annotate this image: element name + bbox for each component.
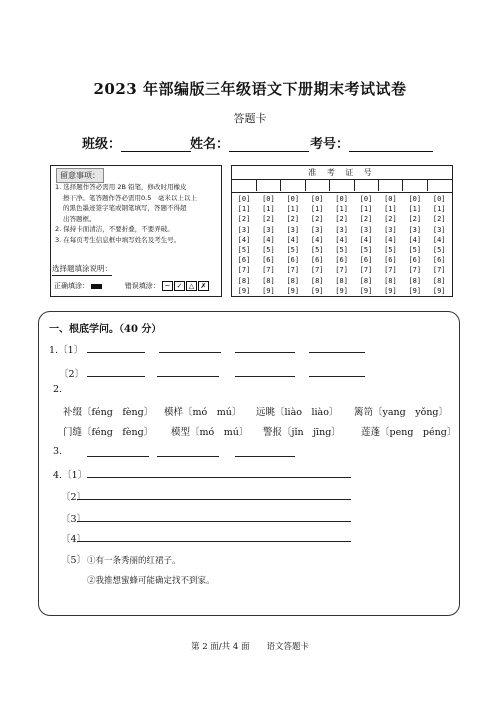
sentence-1: ①有一条秀丽的红裙子。 <box>87 556 181 566</box>
digit-bubble[interactable]: [9] <box>310 286 324 295</box>
pinyin-item: 模样〔mó mú〕 <box>164 407 242 418</box>
digit-bubble[interactable]: [2] <box>335 215 348 224</box>
digit-bubble[interactable]: [7] <box>286 266 300 275</box>
pinyin-item: 远眺〔liào liào〕 <box>256 407 339 418</box>
digit-bubble[interactable]: [8] <box>359 276 373 285</box>
answer-line[interactable] <box>159 352 221 353</box>
wrong-mark-icon: △ <box>186 281 197 291</box>
exam-number-column <box>330 194 354 296</box>
digit-bubble[interactable]: [4] <box>262 235 275 244</box>
digit-bubble[interactable]: [1] <box>262 205 275 214</box>
digit-bubble[interactable]: [0] <box>384 195 397 203</box>
digit-bubble[interactable]: [5] <box>237 246 251 255</box>
digit-bubble[interactable]: [5] <box>359 246 373 255</box>
digit-bubble[interactable]: [0] <box>262 195 275 203</box>
digit-bubble[interactable]: [4] <box>384 235 397 244</box>
digit-bubble[interactable]: [2] <box>408 215 422 224</box>
digit-bubble[interactable]: [9] <box>286 286 300 295</box>
digit-bubble[interactable]: [0] <box>286 195 300 203</box>
digit-bubble[interactable]: [1] <box>335 205 348 214</box>
class-line[interactable] <box>121 137 191 152</box>
fill-example-row <box>54 281 210 291</box>
digit-bubble[interactable]: [7] <box>384 266 397 275</box>
exam-number-write-box[interactable] <box>427 180 451 191</box>
answer-line[interactable] <box>309 352 365 353</box>
digit-bubble[interactable]: [6] <box>408 256 422 265</box>
correct-label: 正确填涂： <box>54 282 89 290</box>
pinyin-item: 门缝〔féng fèng〕 <box>63 427 154 438</box>
digit-bubble[interactable]: [6] <box>359 256 373 265</box>
exam-number-column <box>378 194 402 296</box>
digit-bubble[interactable]: [5] <box>262 246 275 255</box>
exam-number-column <box>427 194 451 296</box>
answer-box <box>38 311 460 616</box>
digit-bubble[interactable]: [8] <box>408 276 422 285</box>
digit-bubble[interactable]: [0] <box>335 195 348 203</box>
pinyin-item: 补缀〔féng fèng〕 <box>63 407 154 418</box>
answer-line[interactable] <box>235 456 295 457</box>
digit-bubble[interactable]: [3] <box>310 225 324 234</box>
digit-bubble[interactable]: [9] <box>384 286 397 295</box>
exam-number-write-box[interactable] <box>305 180 330 191</box>
answer-line[interactable] <box>309 376 365 377</box>
note-item: 2. 保持卡面清洁，不要折叠，不要弄破。 <box>55 225 174 233</box>
q1-2-label: 〔2〕 <box>59 369 85 380</box>
note-item: 1. 选择题作答必需用 2B 铅笔，修改时用橡皮 <box>55 183 187 191</box>
digit-bubble[interactable]: [1] <box>432 205 446 214</box>
digit-bubble[interactable]: [2] <box>432 215 446 224</box>
digit-bubble[interactable]: [5] <box>286 246 300 255</box>
digit-bubble[interactable]: [6] <box>286 256 300 265</box>
digit-bubble[interactable]: [0] <box>359 195 373 203</box>
digit-bubble[interactable]: [3] <box>408 225 422 234</box>
digit-bubble[interactable]: [0] <box>432 195 446 203</box>
answer-line[interactable] <box>157 456 219 457</box>
answer-line[interactable] <box>157 376 219 377</box>
pinyin-item: 警报〔jǐn jīng〕 <box>263 427 341 438</box>
digit-bubble[interactable]: [3] <box>262 225 275 234</box>
digit-bubble[interactable]: [7] <box>335 266 348 275</box>
digit-bubble[interactable]: [8] <box>286 276 300 285</box>
name-field <box>190 133 309 152</box>
correct-mark-icon <box>91 284 102 289</box>
exam-number-write-box[interactable] <box>354 180 379 191</box>
exam-number-column <box>281 194 305 296</box>
digit-bubble[interactable]: [1] <box>408 205 422 214</box>
exam-number-write-box[interactable] <box>403 180 428 191</box>
digit-bubble[interactable]: [7] <box>432 266 446 275</box>
name-line[interactable] <box>229 137 309 152</box>
digit-bubble[interactable]: [9] <box>432 286 446 295</box>
note-item: 3. 在每页考生信息框中填写姓名及考生号。 <box>55 235 181 244</box>
answer-line[interactable] <box>77 521 351 522</box>
sentence-2: ②我推想蜜蜂可能确定找不到家。 <box>87 576 215 586</box>
digit-bubble[interactable]: [7] <box>359 266 373 275</box>
q3-label: 3. <box>53 446 63 457</box>
digit-bubble[interactable]: [6] <box>384 256 397 265</box>
exam-number-column <box>305 194 329 296</box>
digit-bubble[interactable]: [7] <box>310 266 324 275</box>
digit-bubble[interactable]: [5] <box>310 246 324 255</box>
wrong-mark-icon: ✗ <box>198 281 209 291</box>
digit-bubble[interactable]: [3] <box>237 225 251 234</box>
exam-number-write-box[interactable] <box>232 180 257 191</box>
pinyin-item: 莲蓬〔peng péng〕 <box>361 427 457 438</box>
digit-bubble[interactable]: [5] <box>335 246 348 255</box>
section-heading: 一、根底学问。（40 分） <box>49 324 162 335</box>
digit-bubble[interactable]: [4] <box>286 235 300 244</box>
answer-line[interactable] <box>77 499 351 500</box>
digit-bubble[interactable]: [6] <box>310 256 324 265</box>
digit-bubble[interactable]: [2] <box>310 215 324 224</box>
exam-number-column <box>354 194 378 296</box>
q1-1-label: 1.〔1〕 <box>49 345 84 356</box>
note-item: 出答题框。 <box>63 214 96 223</box>
digit-bubble[interactable]: [5] <box>432 246 446 255</box>
digit-bubble[interactable]: [4] <box>432 235 446 244</box>
digit-bubble[interactable]: [9] <box>237 286 251 295</box>
digit-bubble[interactable]: [4] <box>359 235 373 244</box>
exam-number-column <box>403 194 427 296</box>
digit-bubble[interactable]: [1] <box>384 205 397 214</box>
class-field <box>82 133 191 152</box>
note-item: 擦干净。笔答题作答必需用0.5 毫米以上以上 <box>63 193 197 202</box>
class-label: 班级： <box>82 137 122 152</box>
q4-4-label: 〔4〕 <box>61 534 87 545</box>
digit-bubble[interactable]: [1] <box>359 205 373 214</box>
digit-bubble[interactable]: [5] <box>408 246 422 255</box>
digit-bubble[interactable]: [4] <box>237 235 251 244</box>
digit-bubble[interactable]: [8] <box>310 276 324 285</box>
exam-number-column <box>232 194 256 296</box>
pinyin-item: 模型〔mó mú〕 <box>171 427 249 438</box>
digit-bubble[interactable]: [2] <box>384 215 397 224</box>
number-label: 考号： <box>310 137 350 152</box>
digit-bubble[interactable]: [8] <box>237 276 251 285</box>
digit-bubble[interactable]: [2] <box>262 215 275 224</box>
notes-heading: 留意事项： <box>56 168 104 183</box>
digit-bubble[interactable]: [8] <box>335 276 348 285</box>
digit-bubble[interactable]: [8] <box>262 276 275 285</box>
wrong-mark-icon: ✓ <box>174 281 185 291</box>
digit-bubble[interactable]: [1] <box>286 205 300 214</box>
number-field <box>310 133 433 152</box>
digit-bubble[interactable]: [9] <box>408 286 422 295</box>
wrong-mark-icon: ~ <box>162 281 173 291</box>
wrong-label: 错误填涂： <box>124 282 160 290</box>
exam-number-write-box[interactable] <box>256 180 281 191</box>
digit-bubble[interactable]: [3] <box>432 225 446 234</box>
digit-bubble[interactable]: [6] <box>237 256 251 265</box>
digit-bubble[interactable]: [0] <box>310 195 324 203</box>
digit-bubble[interactable]: [4] <box>408 235 422 244</box>
notes-list <box>55 182 217 245</box>
q2-label: 2. <box>53 384 63 395</box>
answer-line[interactable] <box>235 352 295 353</box>
digit-bubble[interactable]: [3] <box>384 225 397 234</box>
digit-bubble[interactable]: [7] <box>408 266 422 275</box>
digit-bubble[interactable]: [0] <box>237 195 251 203</box>
digit-bubble[interactable]: [0] <box>408 195 422 203</box>
exam-number-title: 准 考 证 号 <box>232 166 452 180</box>
digit-bubble[interactable]: [6] <box>262 256 275 265</box>
digit-bubble[interactable]: [2] <box>237 215 251 224</box>
digit-bubble[interactable]: [6] <box>432 256 446 265</box>
digit-bubble[interactable]: [3] <box>286 225 300 234</box>
digit-bubble[interactable]: [9] <box>335 286 348 295</box>
exam-number-write-box[interactable] <box>330 180 355 191</box>
digit-bubble[interactable]: [9] <box>359 286 373 295</box>
digit-bubble[interactable]: [1] <box>237 205 251 214</box>
exam-number-write-box[interactable] <box>281 180 306 191</box>
q4-3-label: 〔3〕 <box>61 514 87 525</box>
answer-line[interactable] <box>87 352 145 353</box>
digit-bubble[interactable]: [1] <box>310 205 324 214</box>
digit-bubble[interactable]: [2] <box>359 215 373 224</box>
page-title: 2023 年部编版三年级语文下册期末考试试卷 <box>93 80 407 98</box>
exam-number-write-row <box>232 180 452 192</box>
q5-label: 〔5〕 <box>61 555 87 566</box>
exam-number-write-box[interactable] <box>378 180 403 191</box>
number-line[interactable] <box>349 137 433 152</box>
exam-number-box <box>231 165 453 297</box>
digit-bubble[interactable]: [9] <box>262 286 275 295</box>
answer-line[interactable] <box>87 456 149 457</box>
digit-bubble[interactable]: [4] <box>310 235 324 244</box>
digit-bubble[interactable]: [4] <box>335 235 348 244</box>
q4-2-label: 〔2〕 <box>61 492 87 503</box>
q4-1-label: 4.〔1〕 <box>53 470 88 481</box>
page-footer: 第 2 面/共 4 面 语文答题卡 <box>191 642 309 652</box>
answer-line[interactable] <box>87 477 351 478</box>
digit-bubble[interactable]: [8] <box>432 276 446 285</box>
exam-number-column <box>256 194 280 296</box>
answer-line[interactable] <box>235 376 295 377</box>
digit-bubble[interactable]: [5] <box>384 246 397 255</box>
answer-line[interactable] <box>77 541 351 542</box>
fill-instructions-heading: 选择题填涂说明： <box>52 263 112 276</box>
pinyin-item: 篱笥〔yang yǒng〕 <box>354 407 449 418</box>
digit-bubble[interactable]: [3] <box>359 225 373 234</box>
divider <box>232 192 452 193</box>
answer-line[interactable] <box>87 376 145 377</box>
digit-bubble[interactable]: [2] <box>286 215 300 224</box>
name-label: 姓名： <box>190 137 230 152</box>
digit-bubble[interactable]: [7] <box>237 266 251 275</box>
digit-bubble[interactable]: [3] <box>335 225 348 234</box>
digit-bubble[interactable]: [7] <box>262 266 275 275</box>
page-subtitle: 答题卡 <box>233 112 267 125</box>
note-item: 的黑色墨迹签字笔或钢笔填写，答题不得超 <box>63 204 187 212</box>
digit-bubble[interactable]: [6] <box>335 256 348 265</box>
notes-box <box>50 165 222 297</box>
digit-bubble[interactable]: [8] <box>384 276 397 285</box>
